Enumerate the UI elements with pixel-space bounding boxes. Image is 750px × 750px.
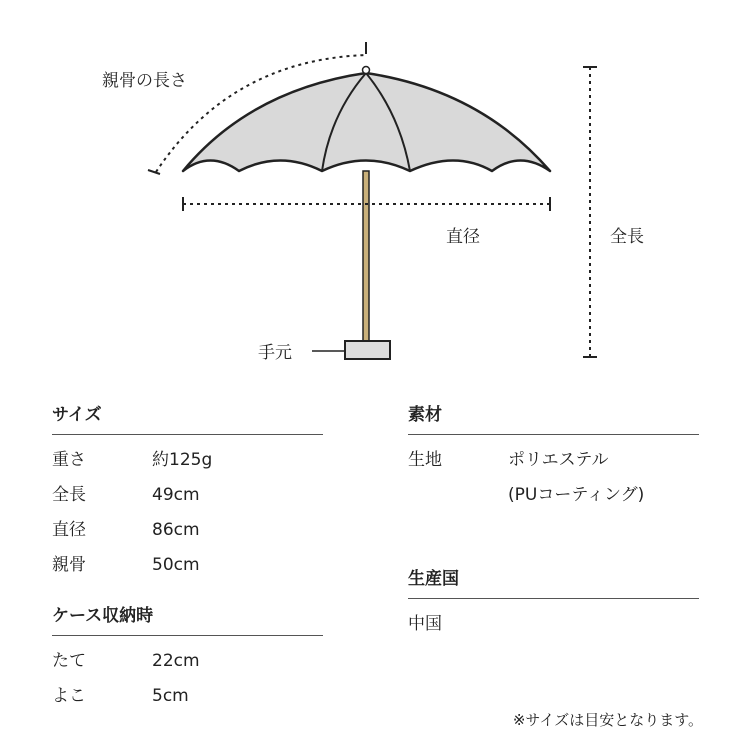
size-section <box>52 400 323 583</box>
material-key: 生地 <box>408 450 442 470</box>
spec-row <box>52 513 323 548</box>
case-title: ケース収納時 <box>52 606 154 626</box>
spec-row <box>52 679 323 714</box>
spec-key: 直径 <box>52 520 86 540</box>
spec-row <box>52 443 323 478</box>
spec-value: 50cm <box>152 555 200 575</box>
case-divider <box>52 635 323 636</box>
material-value-line: (PUコーティング) <box>508 485 645 505</box>
umbrella-handle <box>345 341 390 359</box>
spec-key: 全長 <box>52 485 86 505</box>
umbrella-canopy <box>183 73 550 171</box>
spec-row <box>52 478 323 513</box>
spec-value: 約125g <box>152 450 213 470</box>
handle-label: 手元 <box>258 343 292 363</box>
spec-key: 親骨 <box>52 555 86 575</box>
size-title: サイズ <box>52 405 102 425</box>
rib-length-label: 親骨の長さ <box>102 71 187 91</box>
size-disclaimer-note: ※サイズは目安となります。 <box>512 711 703 729</box>
spec-key: 重さ <box>52 450 86 470</box>
size-divider <box>52 434 323 435</box>
origin-title: 生産国 <box>408 569 459 589</box>
material-section <box>408 400 699 513</box>
spec-value: 49cm <box>152 485 200 505</box>
spec-row <box>52 548 323 583</box>
total-length-label: 全長 <box>610 227 644 247</box>
spec-value: 86cm <box>152 520 200 540</box>
spec-key: たて <box>52 651 86 671</box>
material-value-line: ポリエステル <box>508 450 609 470</box>
case-section <box>52 601 323 714</box>
origin-section <box>408 564 699 642</box>
spec-value: 22cm <box>152 651 200 671</box>
origin-divider <box>408 598 699 599</box>
origin-value: 中国 <box>408 614 442 634</box>
material-row <box>408 443 699 513</box>
spec-key: よこ <box>52 686 86 706</box>
diameter-label: 直径 <box>446 227 480 247</box>
umbrella-shaft <box>363 171 369 341</box>
total-length-dimension <box>583 67 597 357</box>
umbrella-tip <box>363 67 370 74</box>
origin-row <box>408 607 699 642</box>
spec-row <box>52 644 323 679</box>
material-title: 素材 <box>408 405 442 425</box>
spec-value: 5cm <box>152 686 189 706</box>
material-divider <box>408 434 699 435</box>
